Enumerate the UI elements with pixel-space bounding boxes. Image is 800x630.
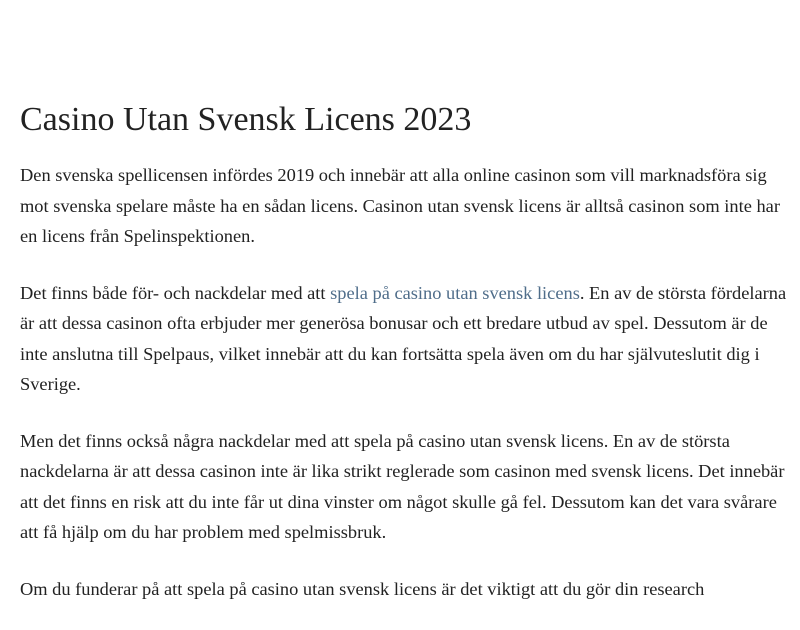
paragraph-text: . En av de största fördelarna är att dessa casinon ofta erbjuder mer generösa bonusar och ett bredare utbud av spel. Dessutom är de inte anslutna till Spelpaus, vilket innebär att du kan fortsätta spela även om du har självuteslutit dig i Sverige. xyxy=(20,282,787,394)
article xyxy=(20,98,790,630)
casino-utan-svensk-licens-link[interactable]: spela på casino utan svensk licens xyxy=(330,282,580,303)
paragraph-pros-cons xyxy=(20,278,790,400)
paragraph-text: Det finns både för- och nackdelar med att xyxy=(20,282,331,303)
paragraph-research: Om du funderar på att spela på casino utan svensk licens är det viktigt att du gör din research xyxy=(20,578,705,599)
page-title: Casino Utan Svensk Licens 2023 xyxy=(20,101,472,138)
paragraph-intro: Den svenska spellicensen infördes 2019 och innebär att alla online casinon som vill marknadsföra sig mot svenska spelare måste ha en sådan licens. Casinon utan svensk licens är alltså casinon som inte har en licens från Spelinspektionen. xyxy=(20,165,780,246)
paragraph-disadvantages: Men det finns också några nackdelar med att spela på casino utan svensk licens. En av de största nackdelarna är att dessa casinon inte är lika strikt reglerade som casinon med svensk licens. Det innebär att det finns en risk att du inte får ut dina vinster om något skulle gå fel. Dessutom kan det vara svårare att få hjälp om du har problem med spelmissbruk. xyxy=(20,430,785,542)
